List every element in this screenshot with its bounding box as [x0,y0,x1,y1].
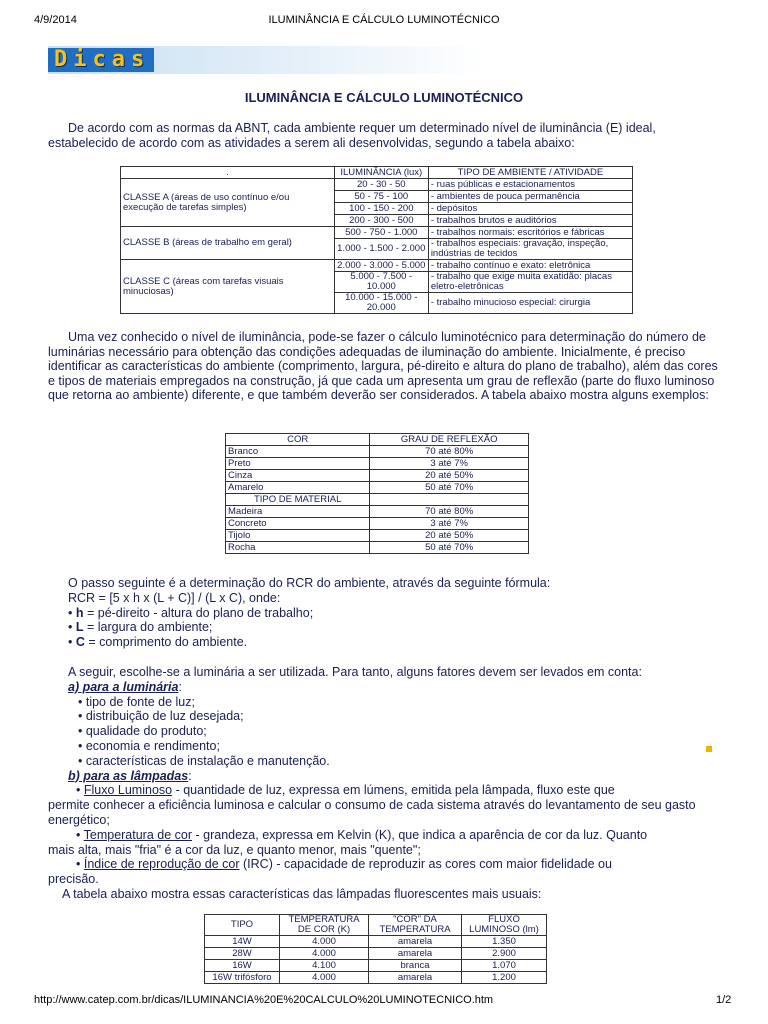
table-row: 5.000 - 7.500 - 10.000 - trabalho que exige muita exatidão: placas eletro-eletrônicas [121,272,633,293]
table-row: 10.000 - 15.000 - 20.000 - trabalho minucioso especial: cirurgia [121,293,633,314]
table-header: TIPO DE AMBIENTE / ATIVIDADE [428,167,632,179]
dicas-banner [48,46,484,74]
table-row: 50 - 75 - 100 - ambientes de pouca permanência [121,191,633,203]
table-header: COR [226,434,370,446]
luminaria-section: A seguir, escolhe-se a luminária a ser utilizada. Para tanto, alguns fatores devem ser levados em conta: a) para a luminária: • tipo de fonte de luz; • distribuição de luz desejada; • qualidade do produto; • economia e rendimento; • características de instalação e manutenção. b) para as lâmpadas: • Fluxo Luminoso - quantidade de luz, expressa em lúmens, emitida pela lâmpada, fluxo este que permite conhecer a eficiência luminosa e calcular o consumo de cada sistema através do levantamento de seu gasto energético; • Temperatura de cor - grandeza, expressa em Kelvin (K), que indica a aparência de cor da luz. Quanto mais alta, mais "fria" é a cor da luz, e quanto menor, mais "quente"; • Índice de reprodução de cor (IRC) - capacidade de reproduzir as cores com maior fidelidade ou precisão. A tabela abaixo mostra essas características das lâmpadas fluorescentes mais usuais: [48,665,720,902]
table-header-row [205,915,547,936]
banner-text: Dicas [54,47,151,72]
list-item: • C = comprimento do ambiente. [68,635,248,650]
material-header-row [226,494,529,506]
table-row: Rocha 50 até 70% [226,542,529,554]
table-row: 16W 4.100 branca 1.070 [205,960,547,972]
table-row: 1.000 - 1.500 - 2.000 - trabalhos especiais: gravação, inspeção, indústrias de tecidos [121,239,633,260]
table-row: 16W trifósforo 4.000 amarela 1.200 [205,972,547,984]
table-header: TIPO [205,915,280,936]
calculation-paragraph: Uma vez conhecido o nível de iluminância, pode-se fazer o cálculo luminotécnico para determinação do número de luminárias necessário para obtenção das condições adequadas de iluminação do ambiente. Inicialmente, é preciso identificar as características do ambiente (comprimento, largura, pé-direito e altura do plano de trabalho), além das cores e tipos de materiais empregados na construção, já que cada um apresenta um grau de reflexão (parte do fluxo luminoso que retorna ao ambiente) diferente, e que também deverão ser considerados. A tabela abaixo mostra alguns exemplos: [48,330,718,402]
term-fluxo: Fluxo Luminoso [83,783,173,798]
table-header: ILUMINÂNCIA (lux) [334,167,428,179]
table-row: 28W 4.000 amarela 2.900 [205,948,547,960]
section-a-title: a) para a luminária [68,679,179,694]
table-row: CLASSE B (áreas de trabalho em geral) 500 - 750 - 1.000 - trabalhos normais: escritórios e fábricas [121,227,633,239]
table-row: 14W 4.000 amarela 1.350 [205,936,547,948]
table-row: Tijolo 20 até 50% [226,530,529,542]
rcr-section: O passo seguinte é a determinação do RCR do ambiente, através da seguinte fórmula: RCR = [5 x h x (L + C)] / (L x C), onde: • h = pé-direito - altura do plano de trabalho; • L = largura do ambiente; • C = comprimento do ambiente. [48,576,720,650]
print-title: ILUMINÂNCIA E CÁLCULO LUMINOTÉCNICO [268,14,500,26]
print-date: 4/9/2014 [34,14,77,26]
list-item: • qualidade do produto; [78,724,207,739]
table-row: CLASSE C (áreas com tarefas visuais minuciosas) 2.000 - 3.000 - 5.000 - trabalho contínuo e exato: eletrônica [121,260,633,272]
rcr-formula: RCR = [5 x h x (L + C)] / (L x C), onde: [68,590,281,605]
table-row: Concreto 3 até 7% [226,518,529,530]
list-item: • economia e rendimento; [78,738,220,753]
class-c-cell: CLASSE C (áreas com tarefas visuais minuciosas) [121,260,335,314]
page-title: ILUMINÂNCIA E CÁLCULO LUMINOTÉCNICO [244,90,524,105]
table-header-row [226,434,529,446]
list-item: • distribuição de luz desejada; [78,709,244,724]
list-item: • Temperatura de cor - grandeza, expressa em Kelvin (K), que indica a aparência de cor da luz. Quanto [76,827,648,842]
table-header: TEMPERATURA DE COR (K) [280,915,369,936]
term-irc: Índice de reprodução de cor [83,857,240,872]
class-a-cell: CLASSE A (áreas de uso contínuo e/ou execução de tarefas simples) [121,179,335,227]
class-b-cell: CLASSE B (áreas de trabalho em geral) [121,227,335,260]
page-number: 1/2 [716,994,732,1006]
list-item: • L = largura do ambiente; [68,620,213,635]
list-item: • características de instalação e manutenção. [78,753,330,768]
reflection-table [225,433,529,554]
page-url: http://www.catep.com.br/dicas/ILUMINANCIA%20E%20CALCULO%20LUMINOTECNICO.htm [34,994,494,1006]
table-row: Branco 70 até 80% [226,446,529,458]
table-header: "COR" DA TEMPERATURA [369,915,462,936]
illuminance-table [120,166,633,314]
table-header: GRAU DE REFLEXÃO [370,434,529,446]
list-item: • h = pé-direito - altura do plano de trabalho; [68,605,314,620]
table-header: . [121,167,335,179]
table-header-row [121,167,633,179]
table-row: Preto 3 até 7% [226,458,529,470]
table-row: CLASSE A (áreas de uso contínuo e/ou execução de tarefas simples) 20 - 30 - 50 - ruas públicas e estacionamentos [121,179,633,191]
intro-paragraph: De acordo com as normas da ABNT, cada ambiente requer um determinado nível de iluminância (E) ideal, estabelecido de acordo com as atividades a serem ali desenvolvidas, segundo a tabela abaixo: [48,121,656,150]
table-row: Amarelo 50 até 70% [226,482,529,494]
list-item: • Índice de reprodução de cor (IRC) - capacidade de reproduzir as cores com maior fidelidade ou [76,857,612,872]
lamp-table [204,914,547,984]
section-b-title: b) para as lâmpadas [68,768,189,783]
table-row: Madeira 70 até 80% [226,506,529,518]
material-header: TIPO DE MATERIAL [226,494,370,506]
table-row: 100 - 150 - 200 - depósitos [121,203,633,215]
list-item: • tipo de fonte de luz; [78,694,195,709]
term-temperatura: Temperatura de cor [83,827,193,842]
square-bullet-icon [706,746,712,752]
table-header: FLUXO LUMINOSO (lm) [462,915,547,936]
table-row: Cinza 20 até 50% [226,470,529,482]
table-row: 200 - 300 - 500 - trabalhos brutos e auditórios [121,215,633,227]
list-item: • Fluxo Luminoso - quantidade de luz, expressa em lúmens, emitida pela lâmpada, fluxo este que [76,783,615,798]
